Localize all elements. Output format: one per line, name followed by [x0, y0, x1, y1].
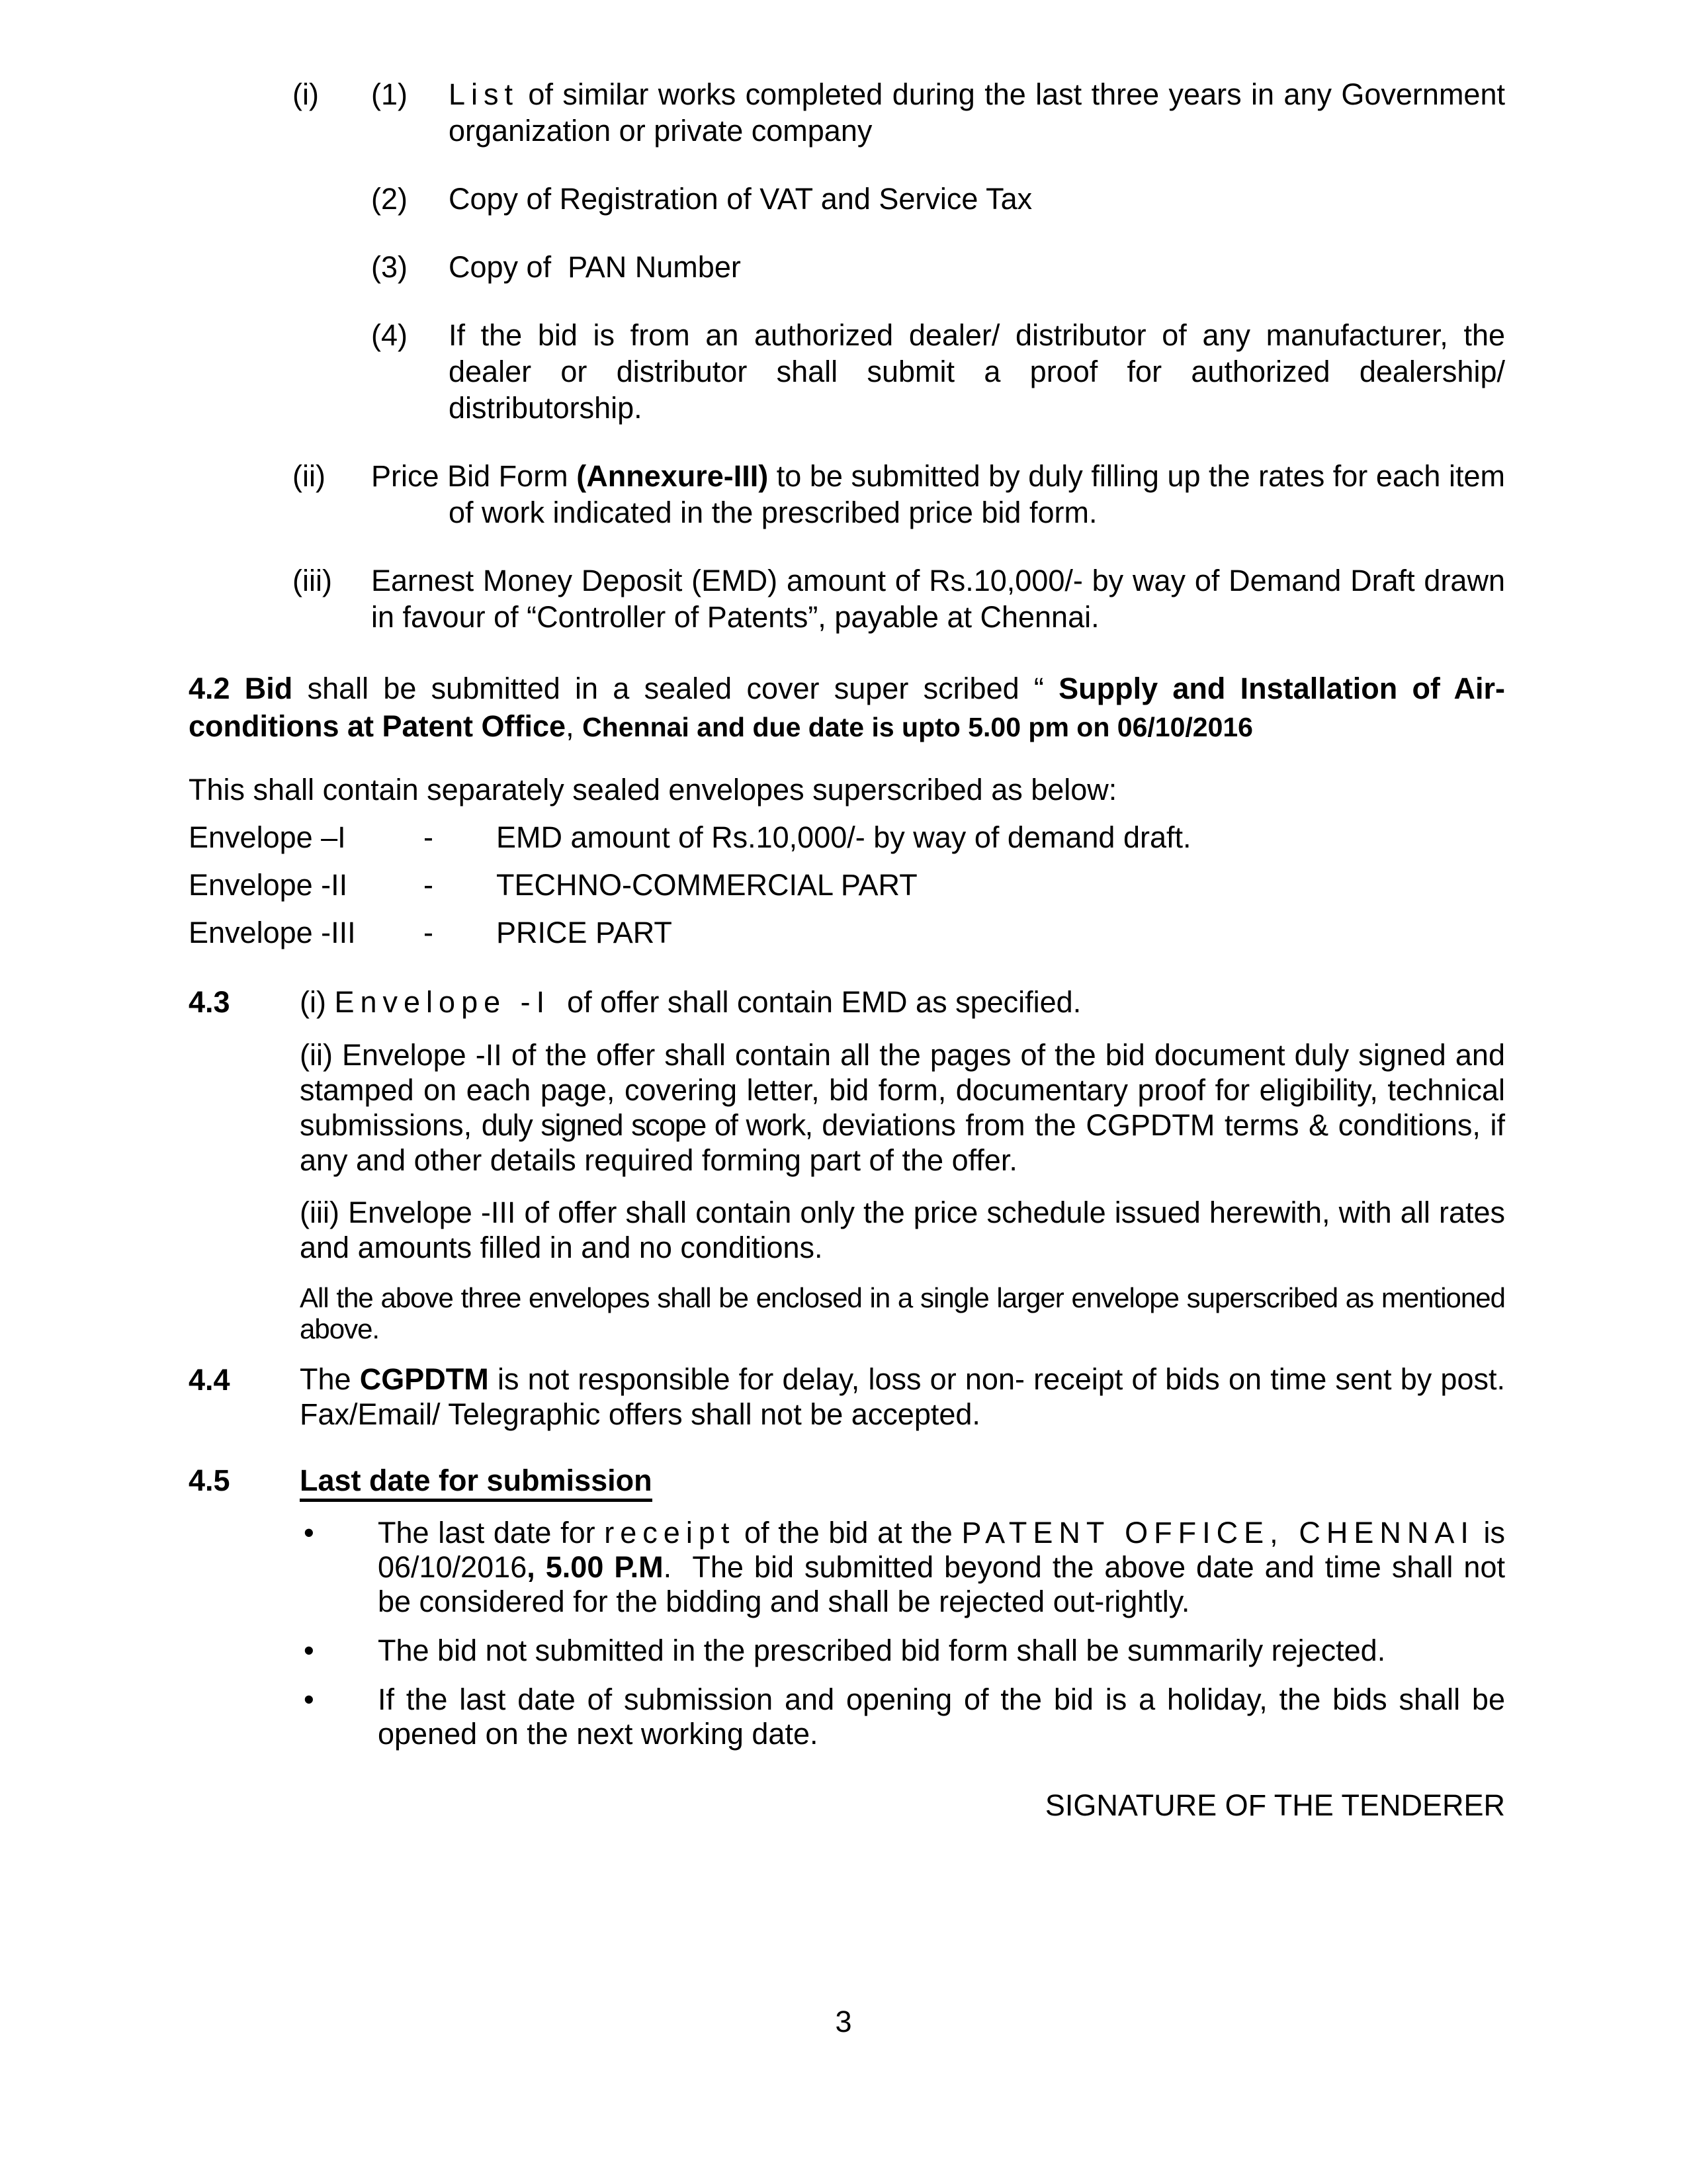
bullet-item-2 — [300, 1634, 1505, 1668]
list-label-3: (3) — [371, 250, 408, 284]
list-label-2: (2) — [371, 182, 408, 216]
section-4-5 — [189, 1462, 1505, 1751]
list-label-1: (1) — [371, 77, 408, 111]
section-4-3-paragraph-all-envelopes: All the above three envelopes shall be enclosed in a single larger envelope superscribed as mentioned above. — [300, 1282, 1505, 1344]
envelope-row-2 — [189, 867, 1505, 903]
list-label-roman-iii: (iii) — [292, 564, 332, 597]
page-number: 3 — [835, 2005, 852, 2038]
list-item-ii — [292, 458, 1505, 531]
list-item-3-text: Copy of PAN Number — [449, 250, 741, 284]
envelope-2-dash: - — [423, 868, 433, 902]
section-4-3-paragraph-iii: (iii) Envelope -III of offer shall contain only the price schedule issued herewith, with all rates and amounts filled in and no conditions. — [300, 1196, 1505, 1264]
list-item-1 — [292, 76, 1505, 149]
list-item-2-text: Copy of Registration of VAT and Service Tax — [449, 182, 1033, 216]
bullet-icon: • — [304, 1516, 314, 1550]
list-item-2 — [292, 181, 1505, 217]
bullet-item-1 — [300, 1516, 1505, 1619]
bullet-item-3 — [300, 1682, 1505, 1751]
section-4-3-number: 4.3 — [189, 985, 230, 1019]
section-4-5-heading: Last date for submission — [300, 1462, 1505, 1499]
list-label-roman-ii: (ii) — [292, 459, 325, 493]
envelope-1-dash: - — [423, 820, 433, 854]
envelope-3-dash: - — [423, 916, 433, 949]
envelope-2-desc: TECHNO-COMMERCIAL PART — [496, 868, 918, 902]
page-content — [189, 76, 1505, 1823]
section-4-3-paragraph-i: (i) Envelope -I of offer shall contain EMD as specified. — [300, 985, 1082, 1019]
envelopes-intro: This shall contain separately sealed envelopes superscribed as below: — [189, 773, 1117, 807]
section-4-5-number: 4.5 — [189, 1463, 230, 1497]
list-item-iii-text: Earnest Money Deposit (EMD) amount of Rs.10,000/- by way of Demand Draft drawn in favour of “Controller of Patents”, payable at Chennai. — [371, 564, 1505, 634]
section-4-3-paragraph-ii: (ii) Envelope -II of the offer shall contain all the pages of the bid document duly signed and stamped on each page, covering letter, bid form, documentary proof for eligibility, technical submissions, duly signed scope of work, deviations from the CGPDTM terms & conditions, if any and other details required forming part of the offer. — [300, 1038, 1506, 1177]
bullet-item-2-text: The bid not submitted in the prescribed bid form shall be summarily rejected. — [378, 1634, 1386, 1667]
list-label-roman-i: (i) — [292, 77, 319, 111]
bullet-item-3-text: If the last date of submission and opening of the bid is a holiday, the bids shall be opened on the next working date. — [378, 1682, 1505, 1751]
list-item-ii-text: Price Bid Form (Annexure-III) to be submitted by duly filling up the rates for each item of work indicated in the prescribed price bid form. — [371, 459, 1505, 529]
list-item-4 — [292, 317, 1505, 426]
list-label-4: (4) — [371, 318, 408, 352]
envelope-2-label: Envelope -II — [189, 868, 348, 902]
bullet-icon: • — [304, 1634, 314, 1667]
section-4-4-number: 4.4 — [189, 1363, 230, 1397]
section-4-2-paragraph: 4.2 Bid shall be submitted in a sealed cover super scribed “ Supply and Installation of Air- conditions at Patent Office, Chennai and due date is upto 5.00 pm on 06/10/2016 — [189, 672, 1505, 743]
signature-line: SIGNATURE OF THE TENDERER — [1045, 1788, 1505, 1822]
envelope-3-desc: PRICE PART — [496, 916, 672, 949]
section-4-3 — [189, 984, 1505, 1344]
section-4-4 — [189, 1362, 1505, 1432]
envelope-3-label: Envelope -III — [189, 916, 356, 949]
envelope-row-3 — [189, 914, 1505, 951]
bullet-item-1-text: The last date for receipt of the bid at the PATENT OFFICE, CHENNAI is 06/10/2016, 5.00 P.M. The bid submitted beyond the above date and time shall not be considered for the bidding and shall be rejected out-rightly. — [378, 1516, 1506, 1618]
list-item-1-text: List of similar works completed during the last three years in any Government organization or private company — [449, 77, 1505, 148]
section-4-4-paragraph: The CGPDTM is not responsible for delay, loss or non- receipt of bids on time sent by post. Fax/Email/ Telegraphic offers shall not be accepted. — [300, 1362, 1505, 1431]
list-item-3 — [292, 249, 1505, 285]
envelope-row-1 — [189, 819, 1505, 855]
bullet-icon: • — [304, 1682, 314, 1716]
envelope-1-desc: EMD amount of Rs.10,000/- by way of demand draft. — [496, 820, 1191, 854]
list-item-iii — [292, 562, 1505, 635]
list-item-4-text: If the bid is from an authorized dealer/ distributor of any manufacturer, the dealer or distributor shall submit a proof for authorized dealership/ distributorship. — [449, 318, 1505, 425]
envelope-1-label: Envelope –I — [189, 820, 346, 854]
